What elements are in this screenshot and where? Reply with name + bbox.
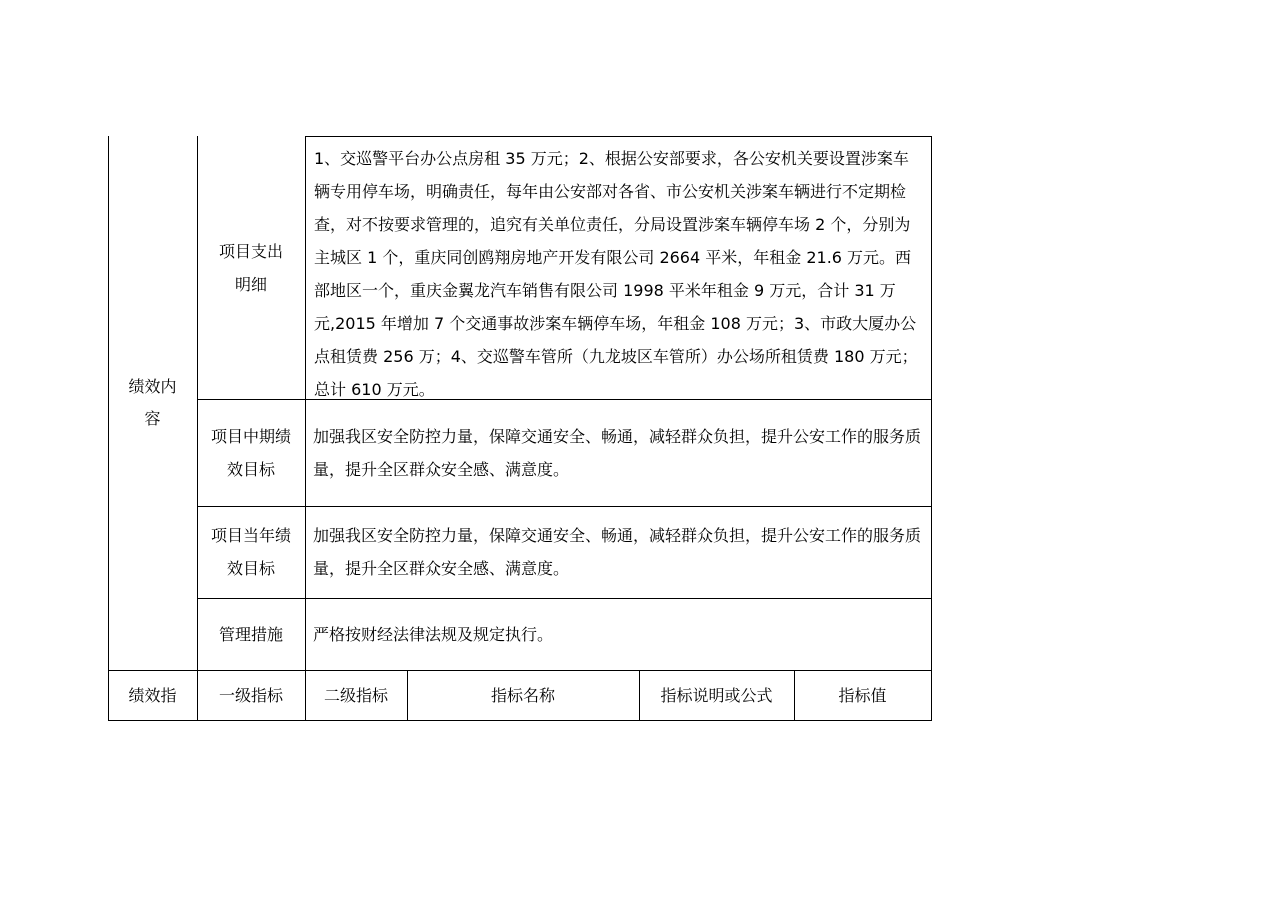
row-label-annual-goal-text: 项目当年绩效目标 [210, 526, 291, 578]
grid-vline-indicator-value [794, 670, 795, 721]
row-content-management-text: 严格按财经法律法规及规定执行。 [313, 624, 554, 644]
grid-vline-indicator-name [407, 670, 408, 721]
row-content-annual-goal [305, 506, 931, 598]
indicator-group-label-text: 绩效指 [128, 685, 177, 705]
grid-hline-row4 [108, 670, 932, 671]
grid-hline-row3 [197, 598, 932, 599]
indicator-header-description-text: 指标说明或公式 [660, 685, 773, 705]
indicator-header-level2 [305, 670, 407, 720]
row-content-management [305, 598, 931, 670]
row-content-midterm-goal [305, 399, 931, 506]
indicator-header-level1-text: 一级指标 [218, 685, 283, 705]
row-label-midterm-goal-text: 项目中期绩效目标 [210, 426, 291, 479]
grid-vline-outer-left [108, 136, 109, 721]
indicator-header-level1 [197, 670, 305, 720]
indicator-header-level2-text: 二级指标 [323, 685, 388, 705]
row-label-midterm-goal [197, 399, 305, 506]
grid-hline-bottom [108, 720, 932, 721]
row-label-management-text: 管理措施 [218, 624, 283, 644]
indicator-header-description [639, 670, 794, 720]
row-content-expense-detail: 1、交巡警平台办公点房租 35 万元；2、根据公安部要求，各公安机关要设置涉案车辆专用停车场，明确责任，每年由公安部对各省、市公安机关涉案车辆进行不定期检查，对不按要求管理的，追究有关单位责任，分局设置涉案车辆停车场 2 个，分别为主城区 1 个，重庆同创鸥翔房地产开发有限公司 2664 平米，年租金 21.6 万元。西部地区一个，重庆金翼龙汽车销售有限公司 1998 平米年租金 9 万元，合计 31 万元,2015 年增加 7 个交通事故涉案车辆停车场，年租金 108 万元；3、市政大厦办公点租赁费 256 万；4、交巡警车管所（九龙坡区车管所）办公场所租赁费 180 万元；总计 610 万元。 [314, 149, 918, 399]
grid-vline-content [305, 136, 306, 721]
grid-vline-outer-right [931, 136, 932, 721]
grid-hline-row2 [197, 506, 932, 507]
row-label-management [197, 598, 305, 670]
indicator-header-value [794, 670, 931, 720]
grid-hline-top [305, 136, 932, 137]
performance-content-label-text: 绩效内容 [128, 377, 177, 428]
row-label-expense-detail [197, 136, 305, 399]
row-content-midterm-goal-text: 加强我区安全防控力量，保障交通安全、畅通，减轻群众负担，提升公安工作的服务质量，提升全区群众安全感、满意度。 [313, 426, 922, 479]
row-label-expense-detail-text: 项目支出明细 [218, 241, 283, 294]
row-label-annual-goal [197, 506, 305, 598]
indicator-header-value-text: 指标值 [838, 685, 887, 705]
indicator-header-name-text: 指标名称 [490, 685, 555, 705]
indicator-header-name [407, 670, 639, 720]
row-content-annual-goal-text: 加强我区安全防控力量，保障交通安全、畅通，减轻群众负担，提升公安工作的服务质量，提升全区群众安全感、满意度。 [313, 526, 922, 578]
grid-vline-label [197, 136, 198, 721]
grid-hline-row1 [197, 399, 932, 400]
grid-vline-indicator-desc [639, 670, 640, 721]
performance-content-label [108, 136, 197, 670]
indicator-group-label [108, 670, 197, 720]
